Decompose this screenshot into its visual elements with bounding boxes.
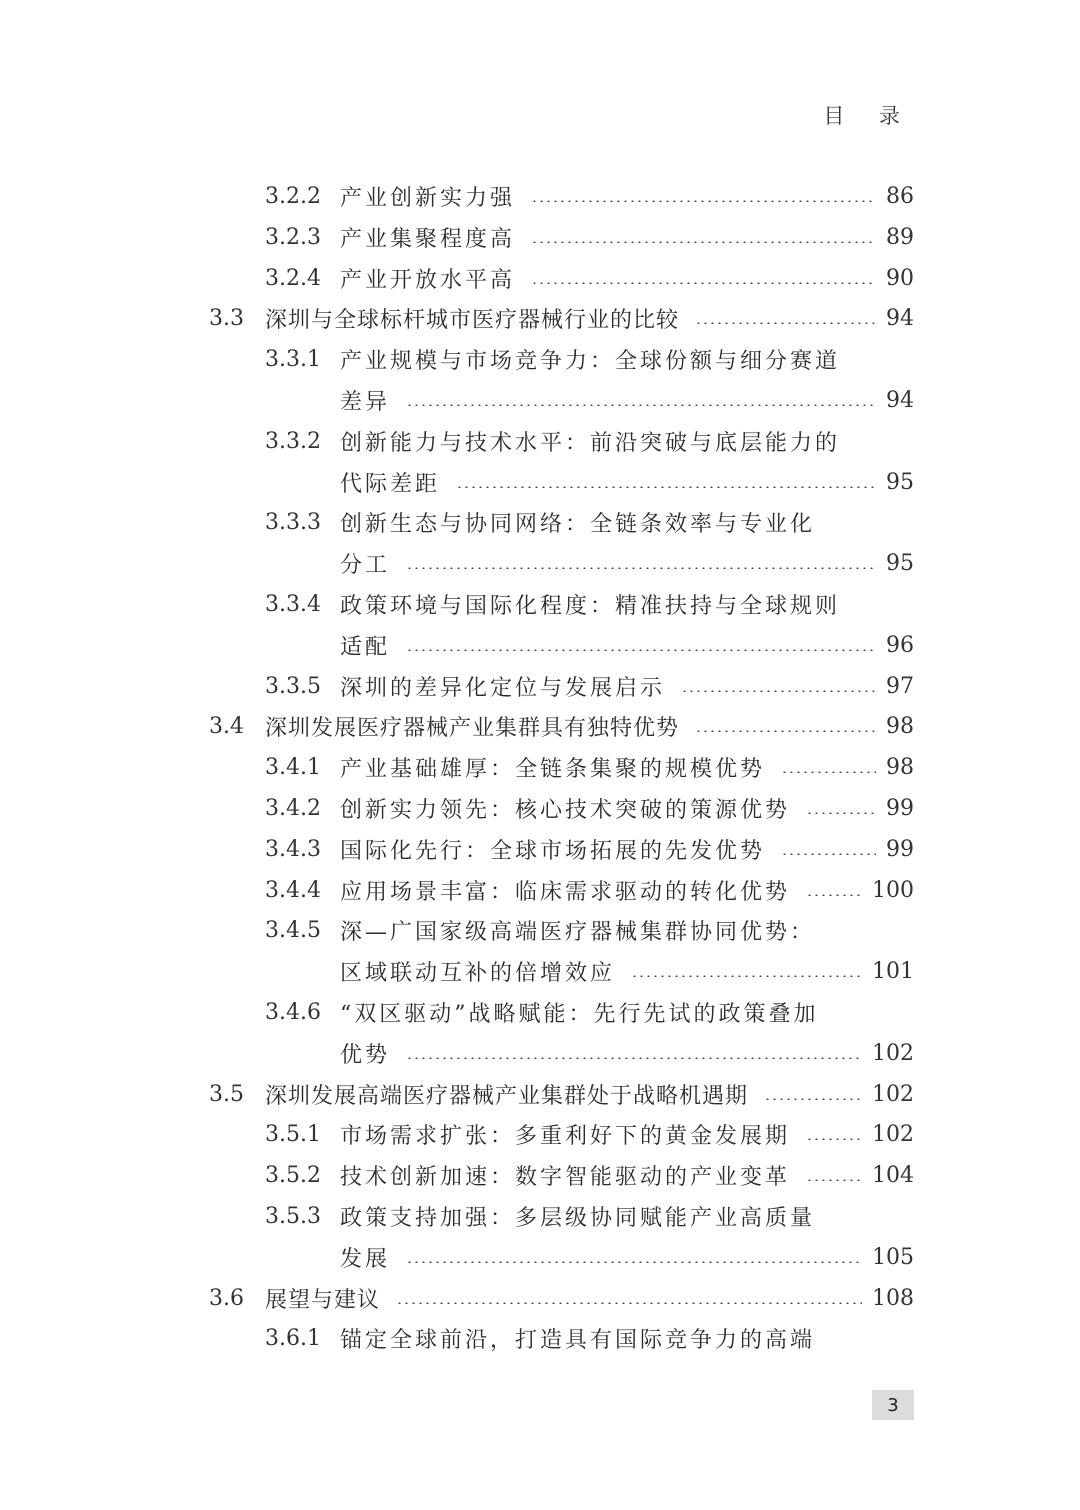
toc-entry-3-4-2 bbox=[0, 788, 1080, 829]
toc-entry-3-3 bbox=[0, 298, 1080, 339]
toc-page-number: 99 bbox=[886, 796, 914, 821]
toc-entry-title: 产业创新实力强 bbox=[340, 186, 516, 211]
toc-entry-title: 产业规模与市场竞争力：全球份额与细分赛道 bbox=[340, 349, 841, 374]
toc-entry-3-4 bbox=[0, 706, 1080, 747]
toc-entry-3-3-2 bbox=[0, 421, 1080, 462]
toc-leader-dots bbox=[531, 200, 876, 202]
toc-leader-dots bbox=[695, 322, 876, 324]
toc-entry-title: 产业基础雄厚：全链条集聚的规模优势 bbox=[340, 757, 766, 782]
toc-leader-dots bbox=[681, 690, 876, 692]
toc-page-number: 95 bbox=[886, 470, 914, 495]
toc-page-number: 94 bbox=[886, 388, 914, 413]
toc-entry-title: 创新实力领先：核心技术突破的策源优势 bbox=[340, 798, 791, 823]
toc-entry-3-3-4 bbox=[0, 584, 1080, 625]
toc-leader-dots bbox=[531, 282, 876, 284]
toc-leader-dots bbox=[781, 771, 876, 773]
toc-entry-title: 创新生态与协同网络：全链条效率与专业化 bbox=[340, 512, 816, 537]
toc-entry-number: 3.5 bbox=[209, 1082, 244, 1107]
toc-entry-3-4-1 bbox=[0, 747, 1080, 788]
toc-leader-dots bbox=[406, 567, 876, 569]
toc-page-number: 89 bbox=[886, 225, 914, 250]
toc-entry-3-5-3 bbox=[0, 1196, 1080, 1237]
toc-page-number: 102 bbox=[872, 1041, 914, 1066]
toc-page-number: 94 bbox=[886, 306, 914, 331]
toc-leader-dots bbox=[806, 812, 876, 814]
toc-leader-dots bbox=[456, 486, 876, 488]
toc-entry-title: 技术创新加速：数字智能驱动的产业变革 bbox=[340, 1165, 791, 1190]
page-header: 目 录 bbox=[823, 104, 914, 128]
toc-page-number: 102 bbox=[872, 1122, 914, 1147]
toc-entry-3-5-1 bbox=[0, 1114, 1080, 1155]
toc-leader-dots bbox=[406, 649, 876, 651]
toc-leader-dots bbox=[406, 1057, 862, 1059]
toc-entry-3-3-1 bbox=[0, 339, 1080, 380]
toc-entry-title: 深圳发展医疗器械产业集群具有独特优势 bbox=[265, 716, 680, 741]
toc-entry-number: 3.4.4 bbox=[265, 878, 321, 903]
toc-entry-3-3-3 bbox=[0, 502, 1080, 543]
toc-entry-3-4-6 bbox=[0, 992, 1080, 1033]
toc-entry-number: 3.6 bbox=[209, 1286, 244, 1311]
toc-entry-number: 3.3.2 bbox=[265, 429, 321, 454]
toc-page-number: 101 bbox=[872, 959, 914, 984]
toc-entry-title: 应用场景丰富：临床需求驱动的转化优势 bbox=[340, 880, 791, 905]
toc-leader-dots bbox=[631, 975, 862, 977]
toc-page-number: 96 bbox=[886, 633, 914, 658]
toc-page-number: 105 bbox=[872, 1245, 914, 1270]
toc-entry-number: 3.4.3 bbox=[265, 837, 321, 862]
toc-entry-number: 3.4.5 bbox=[265, 918, 321, 943]
toc-entry-title: 政策环境与国际化程度：精准扶持与全球规则 bbox=[340, 594, 841, 619]
toc-entry-3-2-4 bbox=[0, 258, 1080, 299]
toc-entry-title: 国际化先行：全球市场拓展的先发优势 bbox=[340, 839, 766, 864]
toc-entry-3-6-1 bbox=[0, 1318, 1080, 1359]
toc-page-number: 95 bbox=[886, 551, 914, 576]
toc-entry-title: 深圳的差异化定位与发展启示 bbox=[340, 676, 666, 701]
toc-entry-continuation bbox=[0, 380, 1080, 421]
toc-entry-number: 3.5.1 bbox=[265, 1122, 321, 1147]
toc-leader-dots bbox=[806, 1138, 862, 1140]
toc-leader-dots bbox=[531, 241, 876, 243]
toc-page-number: 99 bbox=[886, 837, 914, 862]
toc-entry-title: 展望与建议 bbox=[265, 1288, 381, 1313]
toc-entry-number: 3.4.1 bbox=[265, 755, 321, 780]
toc-entry-3-2-3 bbox=[0, 217, 1080, 258]
toc-entry-number: 3.3.4 bbox=[265, 592, 321, 617]
toc-leader-dots bbox=[406, 1261, 862, 1263]
page-number-badge: 3 bbox=[872, 1390, 914, 1420]
toc-entry-title-continuation: 适配 bbox=[340, 635, 391, 660]
toc-entry-title: 政策支持加强：多层级协同赋能产业高质量 bbox=[340, 1206, 816, 1231]
toc-leader-dots bbox=[781, 853, 876, 855]
toc-entry-number: 3.5.2 bbox=[265, 1163, 321, 1188]
toc-leader-dots bbox=[695, 730, 876, 732]
toc-entry-title: “双区驱动”战略赋能：先行先试的政策叠加 bbox=[340, 1002, 819, 1027]
toc-entry-title: 锚定全球前沿，打造具有国际竞争力的高端 bbox=[340, 1328, 816, 1353]
toc-entry-number: 3.4.2 bbox=[265, 796, 321, 821]
toc-entry-number: 3.5.3 bbox=[265, 1204, 321, 1229]
toc-entry-3-5-2 bbox=[0, 1155, 1080, 1196]
toc-entry-number: 3.3.1 bbox=[265, 347, 321, 372]
toc-entry-title: 创新能力与技术水平：前沿突破与底层能力的 bbox=[340, 431, 841, 456]
toc-page-number: 98 bbox=[886, 755, 914, 780]
toc-entry-number: 3.2.3 bbox=[265, 225, 321, 250]
toc-entry-title-continuation: 发展 bbox=[340, 1247, 391, 1272]
toc-page-number: 98 bbox=[886, 714, 914, 739]
toc-entry-title-continuation: 差异 bbox=[340, 390, 391, 415]
toc-entry-3-6 bbox=[0, 1278, 1080, 1319]
toc-entry-continuation bbox=[0, 1033, 1080, 1074]
toc-page-number: 86 bbox=[886, 184, 914, 209]
toc-leader-dots bbox=[396, 1302, 862, 1304]
toc-entry-continuation bbox=[0, 543, 1080, 584]
toc-entry-title-continuation: 优势 bbox=[340, 1043, 391, 1068]
toc-entry-number: 3.2.2 bbox=[265, 184, 321, 209]
toc-entry-title: 产业集聚程度高 bbox=[340, 227, 516, 252]
toc-entry-3-3-5 bbox=[0, 666, 1080, 707]
toc-entry-title: 产业开放水平高 bbox=[340, 268, 516, 293]
toc-entry-title: 深圳发展高端医疗器械产业集群处于战略机遇期 bbox=[265, 1084, 749, 1109]
toc-entry-title-continuation: 代际差距 bbox=[340, 472, 441, 497]
toc-entry-number: 3.3.3 bbox=[265, 510, 321, 535]
toc-page-number: 108 bbox=[872, 1286, 914, 1311]
toc-entry-3-2-2 bbox=[0, 176, 1080, 217]
toc-entry-continuation bbox=[0, 951, 1080, 992]
toc-page-number: 102 bbox=[872, 1082, 914, 1107]
toc-leader-dots bbox=[806, 1179, 862, 1181]
toc-entry-title-continuation: 分工 bbox=[340, 553, 391, 578]
toc-page-number: 97 bbox=[886, 674, 914, 699]
toc-entry-number: 3.2.4 bbox=[265, 266, 321, 291]
toc-entry-title: 深—广国家级高端医疗器械集群协同优势： bbox=[340, 920, 816, 945]
toc-entry-title: 市场需求扩张：多重利好下的黄金发展期 bbox=[340, 1124, 791, 1149]
toc-entry-3-4-4 bbox=[0, 870, 1080, 911]
toc-entry-continuation bbox=[0, 462, 1080, 503]
toc-page-number: 100 bbox=[872, 878, 914, 903]
toc-page-number: 90 bbox=[886, 266, 914, 291]
toc-entry-number: 3.4 bbox=[209, 714, 244, 739]
toc-leader-dots bbox=[764, 1098, 862, 1100]
toc-leader-dots bbox=[806, 894, 862, 896]
toc-entry-title: 深圳与全球标杆城市医疗器械行业的比较 bbox=[265, 308, 680, 333]
toc-entry-title-continuation: 区域联动互补的倍增效应 bbox=[340, 961, 616, 986]
toc-page-number: 104 bbox=[872, 1163, 914, 1188]
toc-entry-3-4-5 bbox=[0, 910, 1080, 951]
toc-entry-continuation bbox=[0, 625, 1080, 666]
toc-entry-continuation bbox=[0, 1237, 1080, 1278]
toc-entry-number: 3.6.1 bbox=[265, 1326, 321, 1351]
toc-entry-number: 3.3 bbox=[209, 306, 244, 331]
toc-entry-3-5 bbox=[0, 1074, 1080, 1115]
toc-entry-number: 3.3.5 bbox=[265, 674, 321, 699]
toc-entry-3-4-3 bbox=[0, 829, 1080, 870]
toc-leader-dots bbox=[406, 404, 876, 406]
toc-entry-number: 3.4.6 bbox=[265, 1000, 321, 1025]
